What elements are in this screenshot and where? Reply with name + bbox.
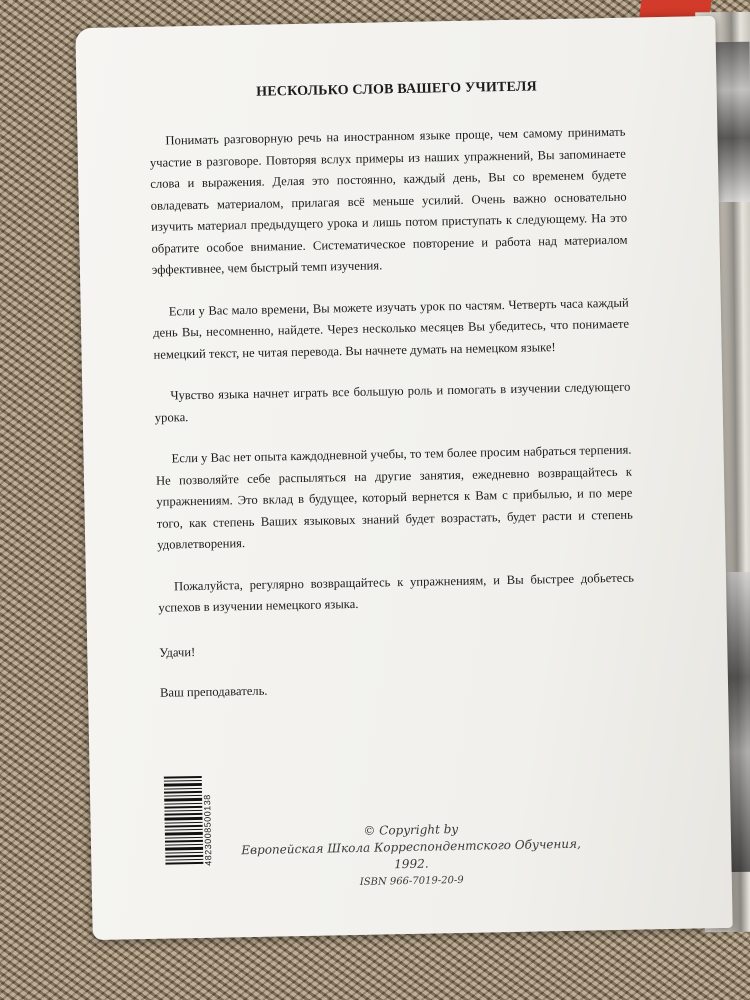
copyright-block xyxy=(241,819,582,894)
closing-wish: Удачи! xyxy=(159,645,196,660)
signature: Ваш преподаватель. xyxy=(159,683,268,700)
publisher-line: Европейская Школа Корреспондентского Обучения, 1992. xyxy=(241,836,581,872)
paragraph-4: Если у Вас нет опыта каждодневной учебы, то тем более просим набраться терпения. Не позволяйте себе распыляться на другие занятия, ежедневно возвращайтесь к упражнениям. Это вклад в будущее, который вернется к Вам с прибылью, и по мере того, как степень Ваших языковых знаний будет возрастать, будет расти и степень удовлетворения. xyxy=(155,442,633,552)
paragraph-3: Чувство языка начнет играть все большую роль и помогать в изучении следующего урока. xyxy=(154,379,631,425)
letter-body xyxy=(149,122,635,640)
paragraph-5: Пожалуйста, регулярно возвращайтесь к упражнениям, и Вы быстрее добьетесь успехов в изучении немецкого языка. xyxy=(158,570,635,615)
isbn-line: ISBN 966-7019-20-9 xyxy=(359,874,464,888)
barcode-digits: 4823008500138 xyxy=(202,794,214,866)
booklet-page xyxy=(75,16,732,940)
letter-closing xyxy=(159,641,268,723)
paragraph-2: Если у Вас мало времени, Вы можете изучать урок по частям. Четверть часа каждый день Вы, несомненно, найдете. Через несколько месяцев Вы убедитесь, что понимаете немецкий текст, не читая перевода. Вы начнете думать на немецком языке! xyxy=(153,295,630,362)
page-title: НЕСКОЛЬКО СЛОВ ВАШЕГО УЧИТЕЛЯ xyxy=(256,79,537,100)
copyright-line: © Copyright by xyxy=(363,822,459,838)
paragraph-1: Понимать разговорную речь на иностранном языке проще, чем самому принимать участие в разговоре. Повторяя вслух примеры из наших упражнений, Вы запоминаете слова и выражения. Делая это постоянно, каждый день, Вы со временем будете овладевать материалом, прилагая всё меньше усилий. Очень важно основательно изучить материал предыдущего урока и лишь потом приступать к следующему. На это обратите особое внимание. Систематическое повторение и работа над материалом эффективнее, чем быстрый темп изучения. xyxy=(149,124,628,277)
